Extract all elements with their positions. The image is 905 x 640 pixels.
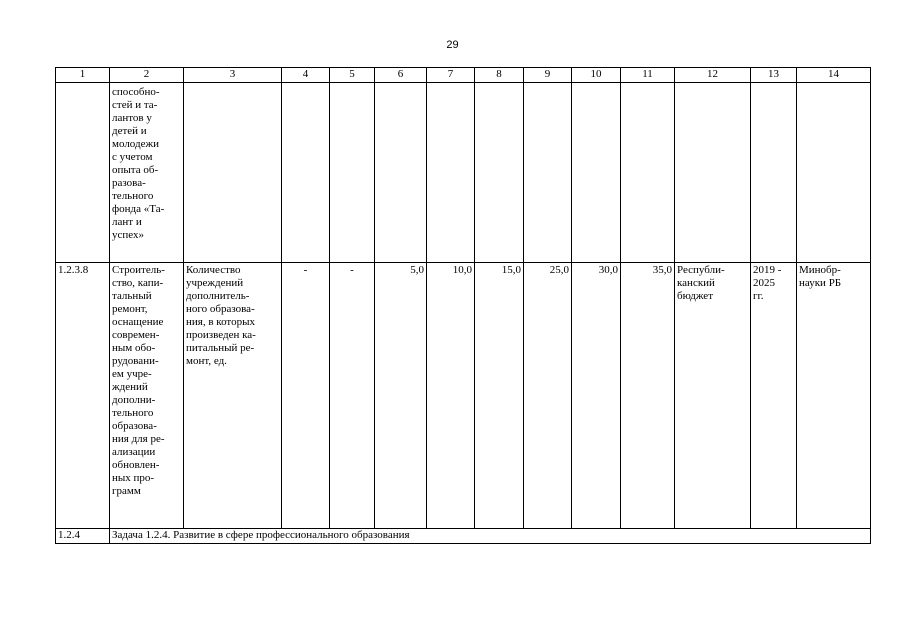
- table-cell: [475, 83, 524, 263]
- program-table: [55, 67, 871, 544]
- value-cell: 15,0: [475, 263, 524, 529]
- column-header: 9: [524, 68, 572, 83]
- measure-number: 1.2.3.8: [56, 263, 110, 529]
- column-header: 4: [282, 68, 330, 83]
- table-cell: [751, 83, 797, 263]
- value-cell: 30,0: [572, 263, 621, 529]
- table-row: [56, 83, 871, 263]
- value-cell: 10,0: [427, 263, 475, 529]
- table-cell: [184, 83, 282, 263]
- column-header: 2: [110, 68, 184, 83]
- column-header: 8: [475, 68, 524, 83]
- page-number: 29: [446, 39, 459, 51]
- table-cell: [797, 83, 871, 263]
- task-number: 1.2.4: [56, 529, 110, 544]
- column-header: 3: [184, 68, 282, 83]
- measure-name: Строитель- ство, капи- тальный ремонт, оснащение современ- ным обо- рудовани- ем учре- ждений дополни- тельного образова- ния для ре- ализации обновлен- ных про- грамм: [110, 263, 184, 529]
- table-cell: [282, 83, 330, 263]
- value-cell: -: [330, 263, 375, 529]
- indicator-name: Количество учреждений дополнитель- ного образова- ния, в которых произведен ка- питальный ре- монт, ед.: [184, 263, 282, 529]
- column-header: 1: [56, 68, 110, 83]
- table-cell: [330, 83, 375, 263]
- column-header: 5: [330, 68, 375, 83]
- funding-source: Республи- канский бюджет: [675, 263, 751, 529]
- column-header: 14: [797, 68, 871, 83]
- measure-name-continuation: способно- стей и та- лантов у детей и молодежи с учетом опыта об- разова- тельного фонда «Та- лант и успех»: [110, 83, 184, 263]
- table-cell: [621, 83, 675, 263]
- column-header: 11: [621, 68, 675, 83]
- value-cell: 5,0: [375, 263, 427, 529]
- table-row: [56, 529, 871, 544]
- column-header: 13: [751, 68, 797, 83]
- table-cell: [56, 83, 110, 263]
- table-row: [56, 263, 871, 529]
- table-cell: [375, 83, 427, 263]
- value-cell: -: [282, 263, 330, 529]
- executor: Минобр- науки РБ: [797, 263, 871, 529]
- column-header: 6: [375, 68, 427, 83]
- table-cell: [572, 83, 621, 263]
- value-cell: 35,0: [621, 263, 675, 529]
- table-cell: [427, 83, 475, 263]
- header-row: [56, 68, 871, 83]
- period: 2019 - 2025 гг.: [751, 263, 797, 529]
- column-header: 12: [675, 68, 751, 83]
- task-title: Задача 1.2.4. Развитие в сфере профессионального образования: [110, 529, 871, 544]
- value-cell: 25,0: [524, 263, 572, 529]
- table-cell: [675, 83, 751, 263]
- column-header: 7: [427, 68, 475, 83]
- column-header: 10: [572, 68, 621, 83]
- table-cell: [524, 83, 572, 263]
